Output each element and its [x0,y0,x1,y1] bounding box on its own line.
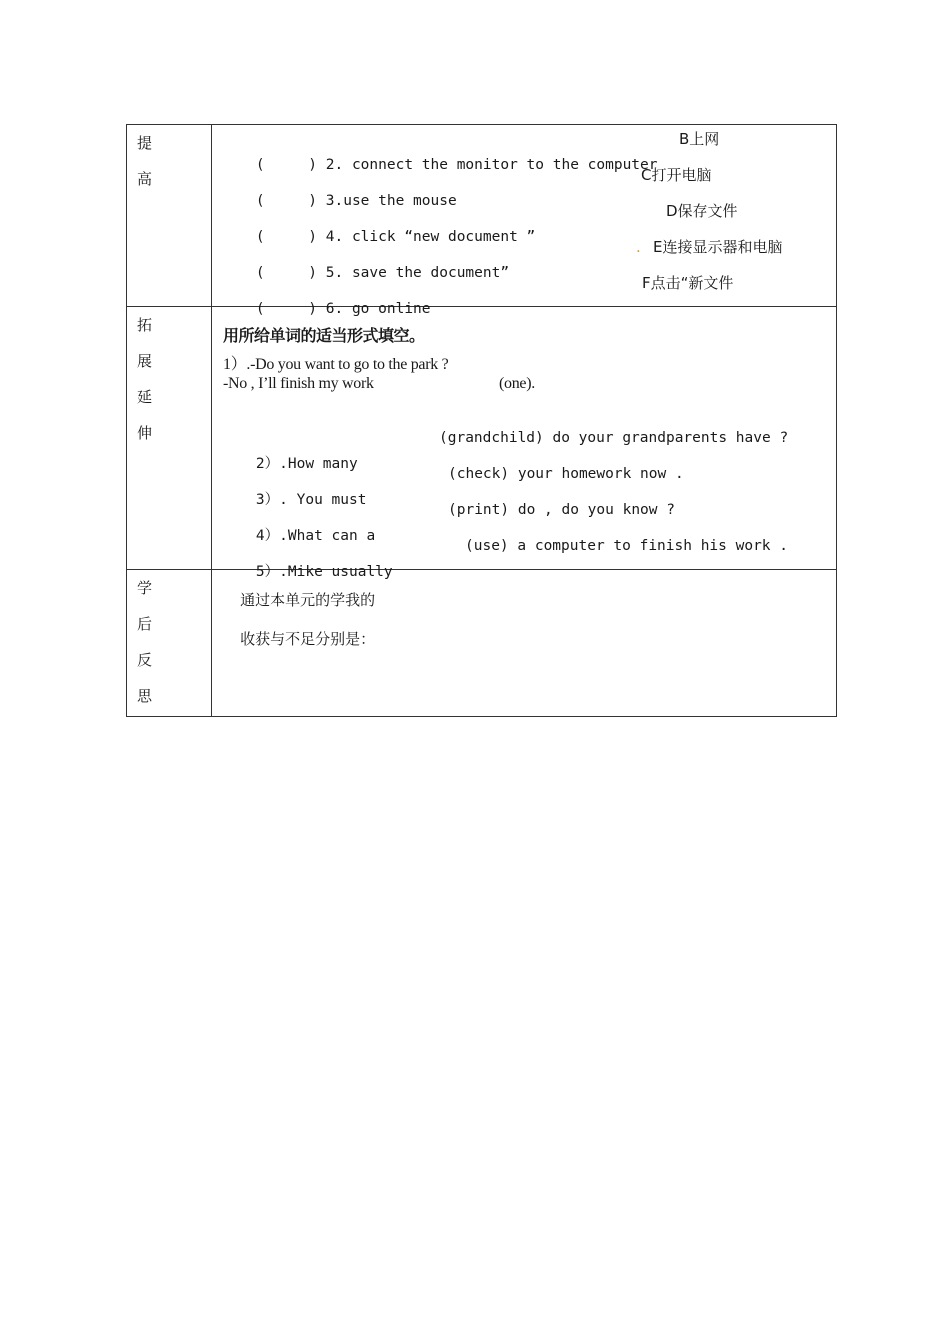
side-char: 后 [137,615,153,633]
question-1-line-2: -No , I’ll finish my work [223,375,374,392]
matching-item: ( ) 6. go online [255,301,431,317]
reflection-text: 通过本单元的学我的 [240,591,376,609]
matching-option: B上网 [679,130,720,148]
question-row [221,425,836,472]
side-char: 学 [137,579,153,597]
matching-row [221,198,836,245]
question-text: 5）.Mike usually [255,564,393,580]
matching-item: ( ) 5. save the document” [255,265,510,281]
section-label-improve [127,125,211,197]
stray-mark: . [636,238,641,256]
side-char: 伸 [137,424,153,442]
matching-item: ( ) 2. connect the monitor to the computer [255,157,658,173]
side-char: 拓 [137,316,153,334]
column-divider [211,125,212,716]
question-text: 3）. You must [255,492,367,508]
question-text: 2）.How many [255,456,358,472]
side-char: 思 [137,687,153,705]
question-prompt: (check) your homework now . [448,466,684,482]
reflection-prompt [221,571,375,667]
exercise-heading: 用所给单词的适当形式填空。 [223,326,425,345]
section-label-extension [127,307,211,451]
matching-option: E连接显示器和电脑 [653,238,783,256]
question-1-line-1: 1）.-Do you want to go to the park ? [223,356,449,373]
question-1-word: (one). [499,375,535,392]
side-char: 延 [137,388,153,406]
matching-item: ( ) 4. click “new document ” [255,229,536,245]
question-row [221,497,836,544]
matching-row [221,234,836,281]
question-prompt: (print) do , do you know ? [448,502,675,518]
question-row [221,533,836,580]
section-label-reflection [127,570,211,714]
side-char: 反 [137,651,153,669]
matching-option: F点击“新文件 [642,274,734,292]
question-prompt: (use) a computer to finish his work . [465,538,789,554]
matching-option: C打开电脑 [641,166,712,184]
question-row [221,461,836,508]
worksheet-table [126,124,837,717]
side-char: 提 [137,134,153,152]
question-text: 4）.What can a [255,528,376,544]
side-char: 高 [137,170,153,188]
side-char: 展 [137,352,153,370]
matching-row [221,270,836,317]
matching-item: ( ) 3.use the mouse [255,193,457,209]
reflection-text: 收获与不足分别是： [240,630,376,648]
matching-option: D保存文件 [666,202,738,220]
question-prompt: (grandchild) do your grandparents have ? [439,430,789,446]
matching-row [221,162,836,209]
matching-row [221,126,836,173]
